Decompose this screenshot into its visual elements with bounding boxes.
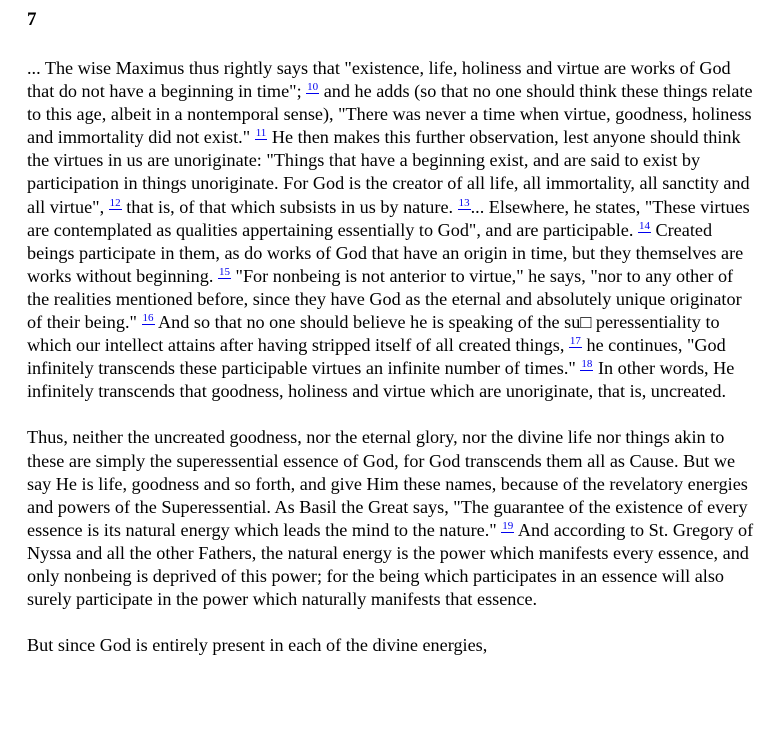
footnote-link[interactable]: 16	[142, 312, 154, 325]
text-run: He then makes this further observation, lest anyone should think the virtues in us are unoriginate: "Things that have a beginning exist, and are said to exist by participation in things unoriginate. For God is the creator of all life, all immortality, all sanctity and all virtue",	[27, 127, 750, 217]
text-run: Thus, neither the uncreated goodness, nor the eternal glory, nor the divine life nor things akin to these are simply the superessential essence of God, for God transcends them all as Cause. But we say He is life, goodness and so forth, and give Him these names, because of the revelatory energies and powers of the Superessential. As Basil the Great says, "The guarantee of the existence of every essence is its natural energy which leads the mind to the nature."	[27, 427, 748, 540]
footnote-link[interactable]: 19	[502, 519, 514, 532]
footnote-link[interactable]: 11	[255, 127, 267, 140]
text-run: In other words, He infinitely transcends that goodness, holiness and virtue which are unoriginate, that is, uncreated.	[27, 358, 735, 402]
footnote-link[interactable]: 18	[581, 358, 593, 371]
text-run: ... Elsewhere, he states, "These virtues are contemplated as qualities appertaining essentially to God", and are participable.	[27, 196, 750, 240]
paragraph	[27, 426, 759, 611]
page-number: 7	[27, 9, 37, 30]
footnote-link[interactable]: 15	[218, 265, 230, 278]
footnote-link[interactable]: 12	[109, 196, 121, 209]
text-run: "For nonbeing is not anterior to virtue," he says, "nor to any other of the realities mentioned before, since they have God as the eternal and absolutely unique originator of their being."	[27, 265, 742, 333]
text-run: and he adds (so that no one should think these things relate to this age, albeit in a nontemporal sense), "There was never a time when virtue, goodness, holiness and immortality did not exist."	[27, 81, 753, 148]
text-run: And according to St. Gregory of Nyssa and all the other Fathers, the natural energy is the power which manifests every essence, and only nonbeing is deprived of this power; for the being which participates in an essence will also surely participate in the power which naturally manifests that essence.	[27, 519, 754, 610]
paragraph	[27, 57, 759, 403]
text-run: And so that no one should believe he is speaking of the su□ peressentiality to which our intellect attains after having stripped itself of all created things,	[27, 312, 720, 356]
text-run: But since God is entirely present in each of the divine energies,	[27, 635, 488, 656]
body-text	[27, 57, 759, 657]
footnote-link[interactable]: 13	[458, 196, 470, 209]
paragraph	[27, 634, 759, 657]
footnote-link[interactable]: 10	[307, 81, 319, 94]
text-run: ... The wise Maximus thus rightly says that "existence, life, holiness and virtue are works of God that do not have a beginning in time";	[27, 58, 731, 102]
footnote-link[interactable]: 17	[569, 335, 581, 348]
footnote-link[interactable]: 14	[638, 219, 650, 232]
text-run: he continues, "God infinitely transcends these participable virtues an infinite number of times."	[27, 335, 726, 379]
text-run: that is, of that which subsists in us by nature.	[121, 196, 458, 217]
text-run: Created beings participate in them, as do works of God that have an origin in time, but they themselves are works without beginning.	[27, 219, 744, 286]
